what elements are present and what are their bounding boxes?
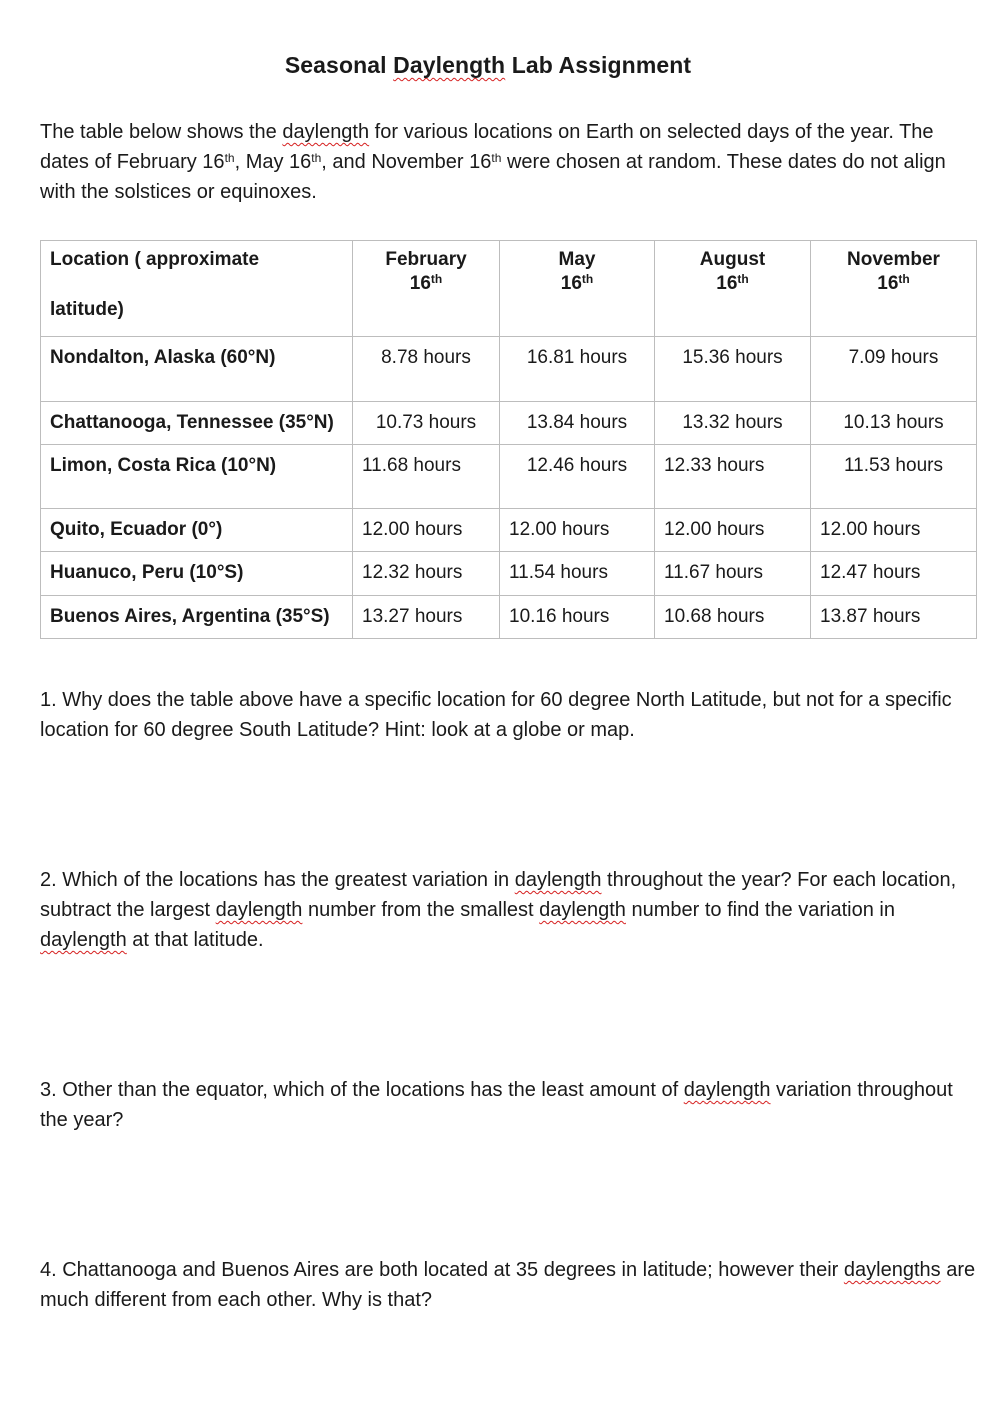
misspelled-word: daylengths: [843, 1259, 941, 1281]
value-cell: 12.00 hours: [655, 509, 811, 552]
location-cell: Huanuco, Peru (10°S): [41, 552, 353, 596]
intro-paragraph: The table below shows the daylength for various locations on Earth on selected days of the year. The dates of February 16th, May 16th, and November 16th were chosen at random. These dates do not align with the solstices or equinoxes.: [40, 121, 946, 203]
value-cell: 10.13 hours: [811, 402, 977, 445]
value-cell: 8.78 hours: [353, 337, 500, 402]
value-cell: 13.32 hours: [655, 402, 811, 445]
value-cell: 12.33 hours: [655, 445, 811, 509]
value-cell: 15.36 hours: [655, 337, 811, 402]
misspelled-word: daylength: [683, 1079, 771, 1101]
table-row: [41, 402, 977, 445]
table-row: [41, 445, 977, 509]
value-cell: 13.27 hours: [353, 596, 500, 639]
location-cell: Limon, Costa Rica (10°N): [41, 445, 353, 509]
value-cell: 12.00 hours: [500, 509, 655, 552]
question-4: 4. Chattanooga and Buenos Aires are both located at 35 degrees in latitude; however their daylengths are much different from each other. Why is that?: [40, 1259, 976, 1311]
location-column-header: Location ( approximate latitude): [41, 241, 353, 337]
table-row: [41, 509, 977, 552]
title-text: Seasonal: [284, 52, 394, 78]
page-title: [0, 52, 976, 79]
misspelled-word: daylength: [539, 899, 626, 921]
value-cell: 11.68 hours: [353, 445, 500, 509]
misspelled-word: daylength: [514, 869, 602, 891]
value-cell: 13.87 hours: [811, 596, 977, 639]
value-cell: 11.54 hours: [500, 552, 655, 596]
location-cell: Buenos Aires, Argentina (35°S): [41, 596, 353, 639]
value-cell: 12.46 hours: [500, 445, 655, 509]
value-cell: 10.16 hours: [500, 596, 655, 639]
value-cell: 11.67 hours: [655, 552, 811, 596]
value-cell: 10.73 hours: [353, 402, 500, 445]
value-cell: 12.00 hours: [811, 509, 977, 552]
question-2: 2. Which of the locations has the greatest variation in daylength throughout the year? For each location, subtract the largest daylength number from the smallest daylength number to find the variation in daylength at that latitude.: [40, 869, 957, 951]
value-cell: 12.00 hours: [353, 509, 500, 552]
question-1: 1. Why does the table above have a specific location for 60 degree North Latitude, but not for a specific location for 60 degree South Latitude? Hint: look at a globe or map.: [40, 689, 952, 741]
table-row: [41, 552, 977, 596]
title-text-end: Lab Assignment: [505, 52, 692, 78]
value-cell: 7.09 hours: [811, 337, 977, 402]
value-cell: 11.53 hours: [811, 445, 977, 509]
value-cell: 12.32 hours: [353, 552, 500, 596]
value-cell: 16.81 hours: [500, 337, 655, 402]
may-column-header: May 16th: [500, 241, 655, 337]
feb-column-header: February 16th: [353, 241, 500, 337]
misspelled-word: daylength: [215, 899, 303, 921]
location-cell: Nondalton, Alaska (60°N): [41, 337, 353, 402]
question-3: 3. Other than the equator, which of the locations has the least amount of daylength variation throughout the year?: [40, 1079, 953, 1131]
intro-misspelled-word: daylength: [282, 121, 370, 143]
title-misspelled-word: Daylength: [393, 52, 506, 78]
value-cell: 13.84 hours: [500, 402, 655, 445]
value-cell: 12.47 hours: [811, 552, 977, 596]
daylength-table: [40, 240, 977, 639]
aug-column-header: August 16th: [655, 241, 811, 337]
table-row: [41, 596, 977, 639]
location-cell: Chattanooga, Tennessee (35°N): [41, 402, 353, 445]
nov-column-header: November 16th: [811, 241, 977, 337]
table-row: [41, 337, 977, 402]
table-header-row: [41, 241, 977, 337]
misspelled-word: daylength: [40, 929, 127, 951]
location-cell: Quito, Ecuador (0°): [41, 509, 353, 552]
value-cell: 10.68 hours: [655, 596, 811, 639]
